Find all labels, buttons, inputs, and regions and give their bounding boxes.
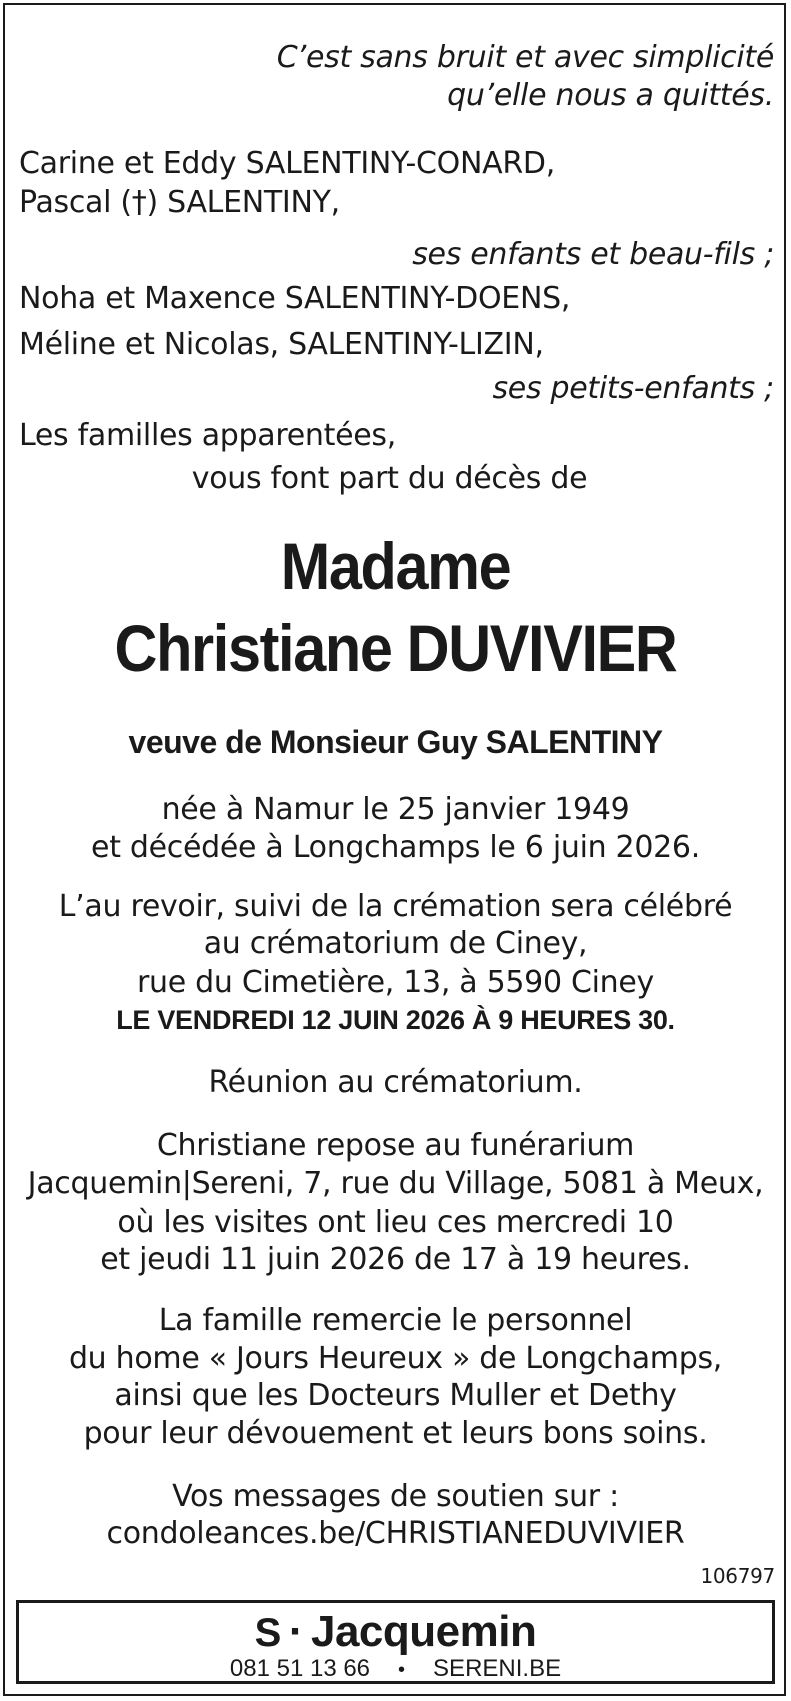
deceased-title: Madame	[280, 529, 511, 603]
grandchildren-line-1: Noha et Maxence SALENTINY-DOENS,	[19, 281, 571, 316]
ceremony-line-2: au crématorium de Ciney,	[203, 926, 588, 961]
brand-name: Jacquemin	[310, 1607, 537, 1656]
funeral-home-brand	[19, 1609, 772, 1656]
reunion-line: Réunion au crématorium.	[208, 1065, 583, 1100]
condolence-url[interactable]: condoleances.be/CHRISTIANEDUVIVIER	[106, 1516, 685, 1551]
quote-line-1: C’est sans bruit et avec simplicité	[276, 40, 774, 75]
grandchildren-line-2: Méline et Nicolas, SALENTINY-LIZIN,	[19, 327, 544, 362]
ceremony-line-3: rue du Cimetière, 13, à 5590 Ciney	[136, 965, 654, 1000]
quote-line-2: qu’elle nous a quittés.	[447, 78, 774, 113]
died-line: et décédée à Longchamps le 6 juin 2026.	[91, 830, 700, 865]
funeral-home-banner	[16, 1600, 775, 1684]
children-line-1: Carine et Eddy SALENTINY-CONARD,	[19, 146, 555, 181]
thanks-line-3: ainsi que les Docteurs Muller et Dethy	[114, 1378, 677, 1413]
widow-of-line: veuve de Monsieur Guy SALENTINY	[128, 724, 663, 760]
bullet-separator: •	[398, 1659, 406, 1681]
funeral-home-contact	[19, 1656, 772, 1683]
children-line-2: Pascal (†) SALENTINY,	[19, 185, 340, 220]
sereni-logo-icon: S	[254, 1611, 281, 1655]
announce-line: vous font part du décès de	[191, 461, 588, 496]
grandchildren-role: ses petits-enfants ;	[492, 371, 774, 406]
born-line: née à Namur le 25 janvier 1949	[161, 792, 630, 827]
visitation-line-1: Christiane repose au funérarium	[156, 1128, 635, 1163]
brand-separator: ·	[288, 1607, 303, 1656]
thanks-line-2: du home « Jours Heureux » de Longchamps,	[68, 1341, 723, 1376]
thanks-line-4: pour leur dévouement et leurs bons soins.	[83, 1416, 708, 1451]
relatives-line: Les familles apparentées,	[19, 418, 396, 453]
visitation-line-2: Jacquemin|Sereni, 7, rue du Village, 5081 à Meux,	[27, 1166, 764, 1201]
website-link[interactable]: SERENI.BE	[433, 1655, 562, 1682]
visitation-line-4: et jeudi 11 juin 2026 de 17 à 19 heures.	[100, 1242, 691, 1277]
phone-number[interactable]: 081 51 13 66	[229, 1655, 371, 1682]
visitation-line-3: où les visites ont lieu ces mercredi 10	[117, 1205, 674, 1240]
messages-line: Vos messages de soutien sur :	[172, 1479, 619, 1514]
children-role: ses enfants et beau-fils ;	[412, 237, 774, 272]
thanks-line-1: La famille remercie le personnel	[158, 1303, 633, 1338]
ceremony-line-1: L’au revoir, suivi de la crémation sera célébré	[58, 889, 733, 924]
deceased-name: Christiane DUVIVIER	[114, 611, 677, 685]
reference-number: 106797	[700, 1564, 775, 1588]
ceremony-datetime: LE VENDREDI 12 JUIN 2026 À 9 HEURES 30.	[116, 1005, 675, 1035]
